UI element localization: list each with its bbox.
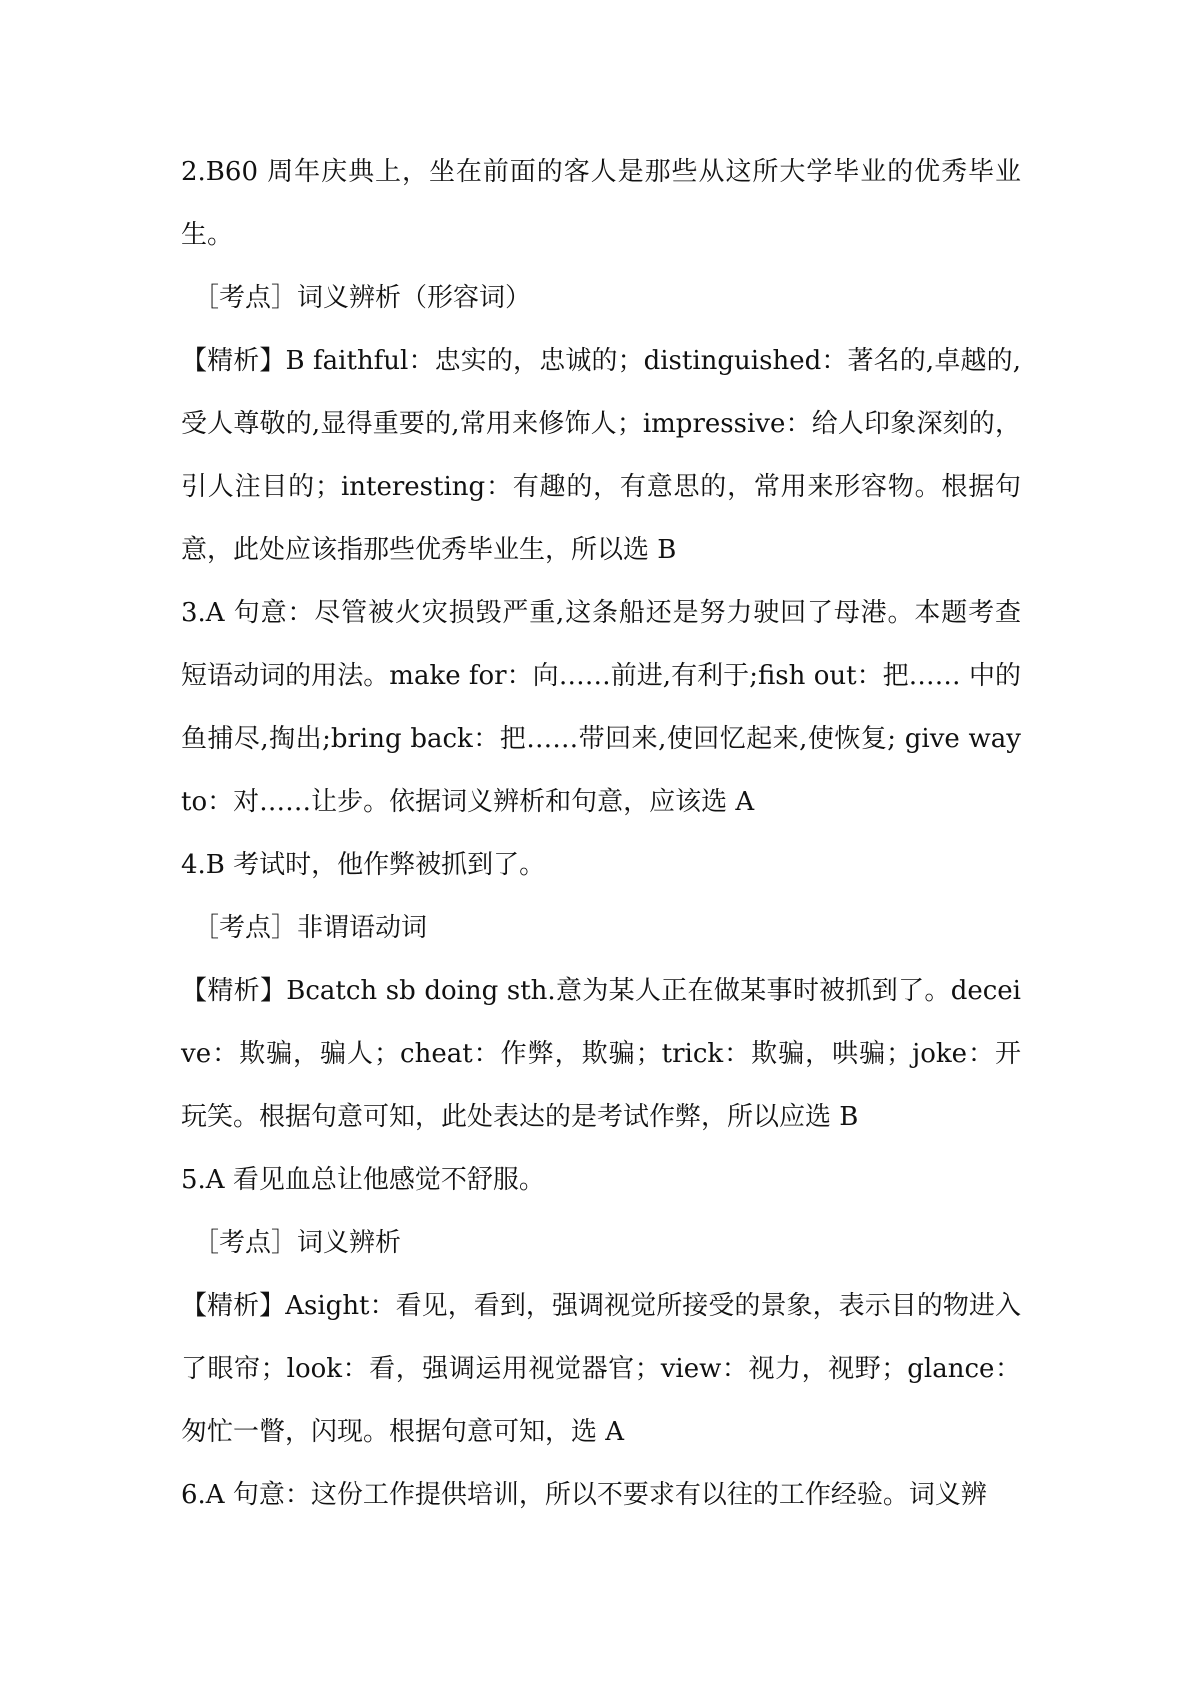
answer-5-topic: ［考点］词义辨析 bbox=[193, 1228, 402, 1258]
answer-4-topic: ［考点］非谓语动词 bbox=[193, 913, 428, 943]
answer-2-explanation: 2.B60 周年庆典上，坐在前面的客人是那些从这所大学毕业的优秀毕业生。 bbox=[181, 157, 1021, 250]
answer-4-analysis: 【精析】Bcatch sb doing sth.意为某人正在做某事时被抓到了。deceive：欺骗，骗人；cheat：作弊，欺骗；trick：欺骗，哄骗；joke：开玩笑。根据句意可知，此处表达的是考试作弊，所以应选 B bbox=[181, 976, 1021, 1132]
answer-2-analysis: 【精析】B faithful：忠实的，忠诚的；distinguished：著名的,卓越的,受人尊敬的,显得重要的,常用来修饰人；impressive：给人印象深刻的，引人注目的；interesting：有趣的，有意思的，常用来形容物。根据句意，此处应该指那些优秀毕业生，所以选 B bbox=[181, 346, 1021, 565]
answer-5-explanation: 5.A 看见血总让他感觉不舒服。 bbox=[181, 1165, 545, 1195]
answer-5-analysis: 【精析】Asight：看见，看到，强调视觉所接受的景象，表示目的物进入了眼帘；look：看，强调运用视觉器官；view：视力，视野；glance：匆忙一瞥，闪现。根据句意可知，选 A bbox=[181, 1291, 1021, 1447]
answer-3-explanation: 3.A 句意：尽管被火灾损毁严重,这条船还是努力驶回了母港。本题考查短语动词的用法。make for：向……前进,有利于;fish out：把…… 中的鱼捕尽,掏出;bring back：把……带回来,使回忆起来,使恢复; give way to：对……让步。依据词义辨析和句意，应该选 A bbox=[181, 598, 1021, 817]
answer-4-explanation: 4.B 考试时，他作弊被抓到了。 bbox=[181, 850, 546, 880]
document-body bbox=[181, 141, 1021, 1527]
answer-6-explanation: 6.A 句意：这份工作提供培训，所以不要求有以往的工作经验。词义辨 bbox=[181, 1480, 987, 1510]
answer-2-topic: ［考点］词义辨析（形容词） bbox=[193, 283, 532, 313]
